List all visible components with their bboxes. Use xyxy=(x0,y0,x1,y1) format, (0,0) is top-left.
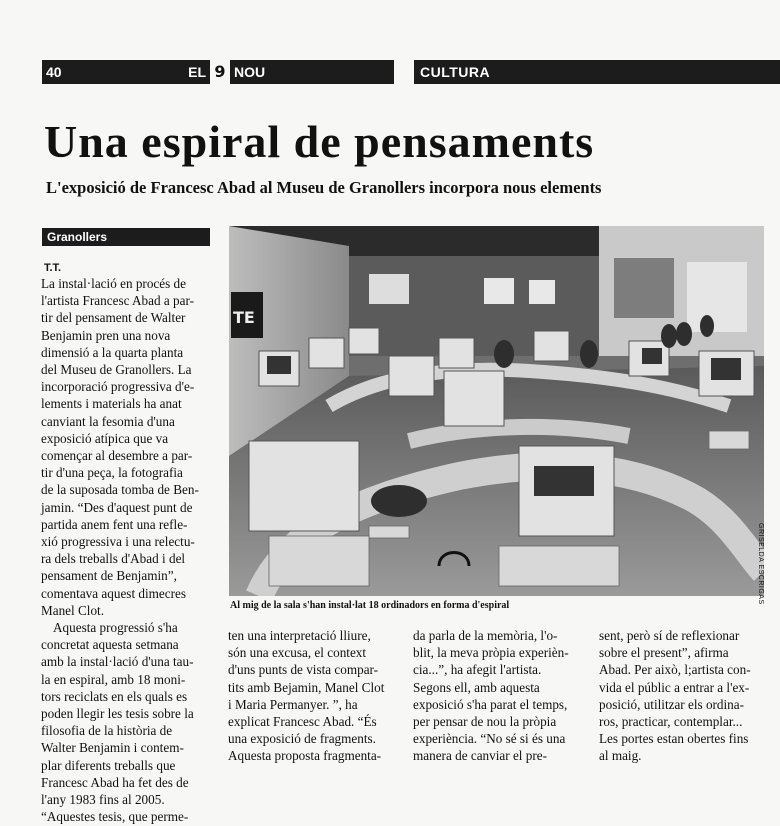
header-bar-mid xyxy=(230,60,394,84)
text-line: Abad. Per això, l;artista con- xyxy=(599,662,751,678)
text-line: explicat Francesc Abad. “És xyxy=(228,714,377,730)
text-line: per pensar de nou la pròpia xyxy=(413,714,557,730)
text-line: lements i materials ha anat xyxy=(41,396,182,412)
text-line: plar diferents treballs que xyxy=(41,757,176,773)
section-header xyxy=(414,60,780,84)
text-line: comentava aquest dimecres xyxy=(41,585,186,601)
text-line: del Museu de Granollers. La xyxy=(41,362,192,378)
text-line: Segons ell, amb aquesta xyxy=(413,679,540,695)
text-line: amb la instal·lació d'una tau- xyxy=(41,654,194,670)
photo-illustration xyxy=(229,226,764,605)
brand-logo: 9 xyxy=(214,62,226,81)
text-line: l'artista Francesc Abad a par- xyxy=(41,293,194,309)
article-column-2 xyxy=(228,627,398,765)
text-line: vida el públic a entrar a l'ex- xyxy=(599,679,750,695)
headline: Una espiral de pensaments xyxy=(44,116,595,167)
text-line: d'uns punts de vista compar- xyxy=(228,662,379,678)
text-line: partida anem fent una refle- xyxy=(41,516,188,532)
text-line: blit, la meva pròpia experièn- xyxy=(413,645,569,661)
text-line: Manel Clot. xyxy=(41,602,105,618)
text-line: ros, practicar, contemplar... xyxy=(599,714,743,730)
location-tag-label: Granollers xyxy=(47,230,108,244)
text-line: canviant la fesomia d'una xyxy=(41,413,175,429)
text-line: Aquesta progressió s'ha xyxy=(53,620,178,636)
exhibition-photo xyxy=(229,226,764,605)
text-line: tir del pensament de Walter xyxy=(41,310,186,326)
photo-sign-text: TE xyxy=(233,308,255,327)
article-column-3 xyxy=(413,627,583,765)
text-line: l'any 1983 fins al 2005. xyxy=(41,792,165,808)
text-line: començar al desembre a par- xyxy=(41,448,193,464)
text-line: xió progressiva i una relectu- xyxy=(41,534,195,550)
brand-name-left: EL xyxy=(188,64,206,80)
text-line: sobre el present”, afirma xyxy=(599,645,729,661)
text-line: exposició atípica que va xyxy=(41,430,169,446)
text-line: filosofia de la història de xyxy=(41,723,173,739)
text-line: una exposició de fragments. xyxy=(228,731,376,747)
article-column-1 xyxy=(41,275,213,826)
text-line: experiència. “No sé si és una xyxy=(413,731,566,747)
text-line: tir d'una peça, la fotografia xyxy=(41,465,183,481)
text-line: manera de canviar el pre- xyxy=(413,748,547,764)
subheadline: L'exposició de Francesc Abad al Museu de Granollers incorpora nous elements xyxy=(46,178,602,197)
text-line: “Aquestes tesis, que perme- xyxy=(41,809,189,825)
text-line: concretat aquesta setmana xyxy=(41,637,179,653)
text-line: jamin. “Des d'aquest punt de xyxy=(41,499,193,515)
text-line: al maig. xyxy=(599,748,642,764)
text-line: Benjamin pren una nova xyxy=(41,327,171,343)
page-number: 40 xyxy=(46,64,62,80)
text-line: Aquesta proposta fragmenta- xyxy=(228,748,382,764)
text-line: i Maria Permanyer. ”, ha xyxy=(228,696,358,712)
text-line: dimensió a la quarta planta xyxy=(41,344,184,360)
text-line: poden llegir les tesis sobre la xyxy=(41,706,194,722)
photo-credit: GRISELDA ESCRIGAS xyxy=(757,523,764,605)
text-line: tits amb Bejamin, Manel Clot xyxy=(228,679,385,695)
text-line: de la suposada tomba de Ben- xyxy=(41,482,199,498)
article-column-4 xyxy=(599,627,771,765)
text-line: cia...”, ha afegit l'artista. xyxy=(413,662,542,678)
text-line: tors reciclats en els quals es xyxy=(41,688,188,704)
byline: T.T. xyxy=(44,262,62,274)
location-tag xyxy=(42,228,210,246)
text-line: la en espiral, amb 18 moni- xyxy=(41,671,186,687)
text-line: pensament de Benjamin”, xyxy=(41,568,177,584)
text-line: ra dels treballs d'Abad i del xyxy=(41,551,186,567)
brand-name-right: NOU xyxy=(234,64,266,80)
text-line: posició, utilitzar els ordina- xyxy=(599,696,745,712)
text-line: da parla de la memòria, l'o- xyxy=(413,628,558,643)
text-line: exposició s'ha parat el temps, xyxy=(413,696,568,712)
photo-caption: Al mig de la sala s'han instal·lat 18 ordinadors en forma d'espiral xyxy=(230,600,510,611)
text-line: Walter Benjamin i contem- xyxy=(41,740,184,756)
text-line: sent, però sí de reflexionar xyxy=(599,628,740,643)
text-line: Francesc Abad ha fet des de xyxy=(41,774,189,790)
text-line: La instal·lació en procés de xyxy=(41,276,186,291)
section-name: CULTURA xyxy=(420,64,491,80)
text-line: són una excusa, el context xyxy=(228,645,367,661)
text-line: ten una interpretació lliure, xyxy=(228,628,371,643)
text-line: incorporació progressiva d'e- xyxy=(41,379,195,395)
text-line: Les portes estan obertes fins xyxy=(599,731,749,747)
header-bar-left xyxy=(42,60,210,84)
